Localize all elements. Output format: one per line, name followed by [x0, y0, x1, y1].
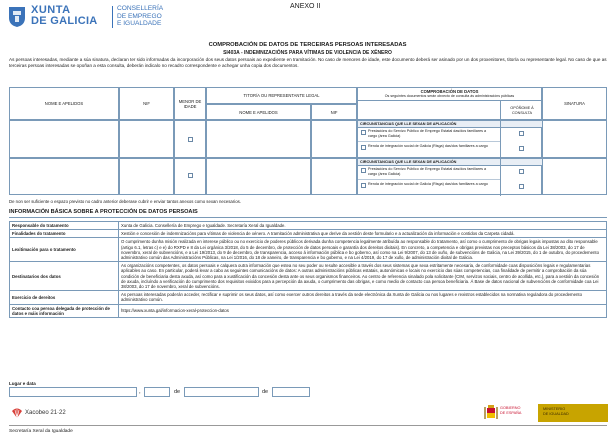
- xacobeo-text: Xacobeo 21·22: [25, 410, 66, 416]
- gov-spain-logo: [484, 404, 544, 422]
- info-row-value: As persoas interesadas poderán acceder, rectificar e suprimir os seus datos, así como exercer outros dereitos a través da sede electrónica da Xunta de Galicia ou nos lugares e rexistros establecidos na normativa reguladora do procedemento administrativo común.: [119, 291, 607, 304]
- col-g-nif-header: [311, 104, 357, 120]
- date-sep1: ,: [139, 389, 141, 395]
- info-row-key: Contacto coa persoa delegada de protección de datos e máis información: [10, 304, 119, 317]
- dept-line3: E IGUALDADE: [117, 20, 162, 27]
- row1-name-input[interactable]: [9, 120, 119, 158]
- gov-line2: DE ESPAÑA: [500, 410, 522, 415]
- info-row-value: Xunta de Galicia. Consellería de Emprego e Igualdade. Secretaría Xeral da Igualdade.: [119, 222, 607, 230]
- row2-opt2-checkbox[interactable]: [361, 183, 366, 188]
- col-name-header: [9, 87, 119, 120]
- info-row-value: O cumprimento dunha misión realizada en interese público ou no exercicio de poderes públicos derivada dunha competencia legalmente atribuída ao responsable do tratamento, así como o cumprimento de obrigas legais impostas ao dito responsable (artigo 6.1, letras c) e e) do RXPD e 8 da Lei orgánica 3/2018, do 5 de decembro, de protección de datos persoais e garantía dos dereitos dixitais). En concreto, a competencia e obrigas previstas nos preceptos básicos da Lei 38/2003, do 17 de novembro, xeral de subvencións, e a Lei 19/2013, do 9 de decembro, de transparencia, acceso á información pública e bo goberno, así como na Lei 9/2007, do 13 de xuño, de subvencións de Galicia, na Lei 39/2015, do 1 de outubro, do procedemento administrativo común das Administracións Públicas, na Lei 1/2016, do 18 de xaneiro, de transparencia e bo goberno, e na Lei 4/2019, do 17 de xullo, de administración dixital de Galicia.: [119, 238, 607, 262]
- info-row: [10, 230, 607, 238]
- row2-sign-field[interactable]: [542, 158, 607, 195]
- xunta-logo: [7, 6, 27, 28]
- xacobeo-logo: [11, 407, 81, 419]
- info-row: [10, 222, 607, 230]
- row2-name-input[interactable]: [9, 158, 119, 195]
- min-line1: MINISTERIO: [543, 407, 566, 411]
- intro-text: As persoas interesadas, mediante a súa sinatura, declaran ter sido informadas da incorporación dos seus datos persoais ao expediente en tramitación. No caso de menores de idade, este documento deberá ser asinado por un dos proxenitores, titor/a ou representante legal. No caso de que as terceiras persoas interesadas se opoñan a esta consulta, deberán indicalo no recadro correspondente e achegar unha copia dos documentos.: [9, 57, 607, 68]
- info-row: [10, 238, 607, 262]
- year-input[interactable]: [272, 387, 310, 397]
- row2-opt2-label: Renda de integración social de Galicia (Risga) das/dos familiares a cargo: [368, 182, 488, 186]
- page-title: COMPROBACIÓN DE DATOS DE TERCEIRAS PERSOAS INTERESADAS: [208, 42, 407, 48]
- col-guardian-label: TITOR/A OU REPRESENTANTE LEGAL: [243, 93, 320, 98]
- row1-opt1-checkbox[interactable]: [361, 130, 366, 135]
- row2-g-name-input[interactable]: [206, 158, 311, 195]
- info-section: [9, 208, 607, 318]
- month-input[interactable]: [184, 387, 259, 397]
- info-row-key: Exercicio de dereitos: [10, 291, 119, 304]
- coat-of-arms-icon: [484, 405, 498, 421]
- col-name-label: NOME E APELIDOS: [44, 101, 84, 106]
- col-check-sub: Os seguintes documentos serán obxecto de consulta ás administracións públicas: [384, 94, 515, 98]
- annex-label: ANEXO II: [290, 3, 321, 10]
- row1-nif-input[interactable]: [119, 120, 174, 158]
- row1-opt2-label: Renda de integración social de Galicia (Risga) das/dos familiares a cargo: [368, 144, 488, 148]
- signoff: Secretaría Xeral da Igualdade: [9, 429, 73, 434]
- col-check-title: COMPROBACIÓN DE DATOS: [420, 89, 479, 94]
- row1-opt2-oppose-checkbox[interactable]: [519, 146, 524, 151]
- info-row-value: As organizacións competentes, os datos persoais e calquera outra información que estea no seu poder ou resulte accesible a través dos seus sistemas que sexa estritamente necesaria, de conformidade coas disposicións legais e regulamentarias aplicables ao caso. En particular, poderá levar a cabo as seguintes comunicacións de datos: A outras administracións públicas estatais, autonómicas e locais no exercicio das súas competencias, coa finalidade de permitir a comprobación da súa condición de beneficiaria desta axuda, así como para a xustificación da concesión desta ante os seus organismos financeiros. Ao centro de referencia sinalado pola solicitante (CIM, servizos sociais, centro de acollida, etc.), para a xestión da concesión de axuda, incluíndo a verificación do cumprimento dos requisitos exixidos para a percepción da axuda, o cumprimento das obrigas, e como medio de contacto coa persoa beneficiaria. Á Base de datos nacional de subvencións de conformidade coa Lei 38/2003, do 17 de novembro, xeral de subvencións.: [119, 262, 607, 291]
- date-sep3: de: [262, 389, 269, 395]
- info-row-key: Responsable do tratamento: [10, 222, 119, 230]
- row2-opt1-checkbox[interactable]: [361, 168, 366, 173]
- info-row: [10, 262, 607, 291]
- row2-g-nif-input[interactable]: [311, 158, 357, 195]
- scallop-icon: [11, 407, 23, 419]
- shield-icon: [7, 6, 27, 28]
- row2-minor-checkbox[interactable]: [188, 173, 193, 178]
- col-g-name-header: [206, 104, 311, 120]
- info-row: [10, 291, 607, 304]
- row2-opt1-label: Prestacións do Servizo Público de Emprego Estatal das/dos familiares a cargo (área Galicia): [368, 167, 487, 176]
- col-oppose-label: OPÓÑOME Á CONSULTA: [510, 106, 534, 115]
- gov-line1: GOBIERNO: [500, 406, 521, 410]
- info-row-value: Xestión e concesión de indemnizacións para vítimas de violencia de xénero. A tramitación administrativa que derive da xestión deste formulario e a actualización da información e contidos da Carpeta cidadá.: [119, 230, 607, 238]
- row1-opt1-label: Prestacións do Servizo Público de Emprego Estatal das/dos familiares a cargo (área Galicia): [368, 129, 487, 138]
- row1-g-name-input[interactable]: [206, 120, 311, 158]
- col-g-nif-label: NIF: [330, 109, 338, 115]
- col-guardian-header: [206, 87, 357, 104]
- row1-sign-field[interactable]: [542, 120, 607, 158]
- info-row-value[interactable]: https://www.xunta.gal/informacion-xeral-proteccion-datos: [119, 304, 607, 317]
- col-check-header: [357, 87, 542, 120]
- logo-divider: [112, 6, 113, 28]
- col-minor-header: [174, 87, 206, 120]
- col-minor-label: MENOR DE IDADE: [178, 98, 202, 109]
- dept-line1: CONSELLERÍA: [117, 5, 164, 12]
- date-sep2: de: [174, 389, 181, 395]
- row1-opt2-checkbox[interactable]: [361, 145, 366, 150]
- row1-check-cell: [357, 120, 542, 158]
- row1-opt1-oppose-checkbox[interactable]: [519, 131, 524, 136]
- logo-line1: XUNTA: [31, 4, 71, 16]
- row2-check-cell: [357, 158, 542, 195]
- date-label: Lugar e data: [9, 381, 36, 386]
- col-g-name-label: NOME E APELIDOS: [239, 109, 278, 115]
- min-line2: DE IGUALDAD: [543, 411, 569, 416]
- col-nif-label: NIF: [143, 101, 150, 106]
- info-row-key: Destinatarios dos datos: [10, 262, 119, 291]
- row1-minor-cell: [174, 120, 206, 158]
- row1-circ-title: CIRCUNSTANCIAS QUE LLE SEXAN DE APLICACIÓN: [358, 121, 543, 127]
- row2-opt1-oppose-checkbox[interactable]: [519, 169, 524, 174]
- place-input[interactable]: [9, 387, 137, 397]
- col-sign-label: SINATURA: [564, 101, 585, 106]
- row2-nif-input[interactable]: [119, 158, 174, 195]
- footer-divider: [9, 425, 607, 426]
- day-input[interactable]: [144, 387, 170, 397]
- row2-minor-cell: [174, 158, 206, 195]
- footnote: De non ser suficiente o espazo previsto no cadro anterior deberase cubrir e enviar tantos anexos como sexan necesarios.: [9, 199, 241, 204]
- info-table: [9, 221, 607, 318]
- dept-line2: DE EMPREGO: [117, 12, 162, 20]
- row1-g-nif-input[interactable]: [311, 120, 357, 158]
- info-row-key: Lexitimación para o tratamento: [10, 238, 119, 262]
- page-subtitle: SI403A - INDEMNIZACIÓNS PARA VÍTIMAS DE VIOLENCIA DE XÉNERO: [223, 50, 392, 56]
- info-row: [10, 304, 607, 317]
- row2-circ-title: CIRCUNSTANCIAS QUE LLE SEXAN DE APLICACIÓN: [358, 159, 543, 165]
- col-nif-header: [119, 87, 174, 120]
- info-title: INFORMACIÓN BÁSICA SOBRE A PROTECCIÓN DE DATOS PERSOAIS: [9, 208, 607, 218]
- row2-opt2-oppose-checkbox[interactable]: [519, 184, 524, 189]
- info-row-key: Finalidades do tratamento: [10, 230, 119, 238]
- col-sign-header: [542, 87, 607, 120]
- row1-minor-checkbox[interactable]: [188, 137, 193, 142]
- logo-line2: DE GALICIA: [31, 15, 98, 27]
- interested-table: [9, 87, 607, 195]
